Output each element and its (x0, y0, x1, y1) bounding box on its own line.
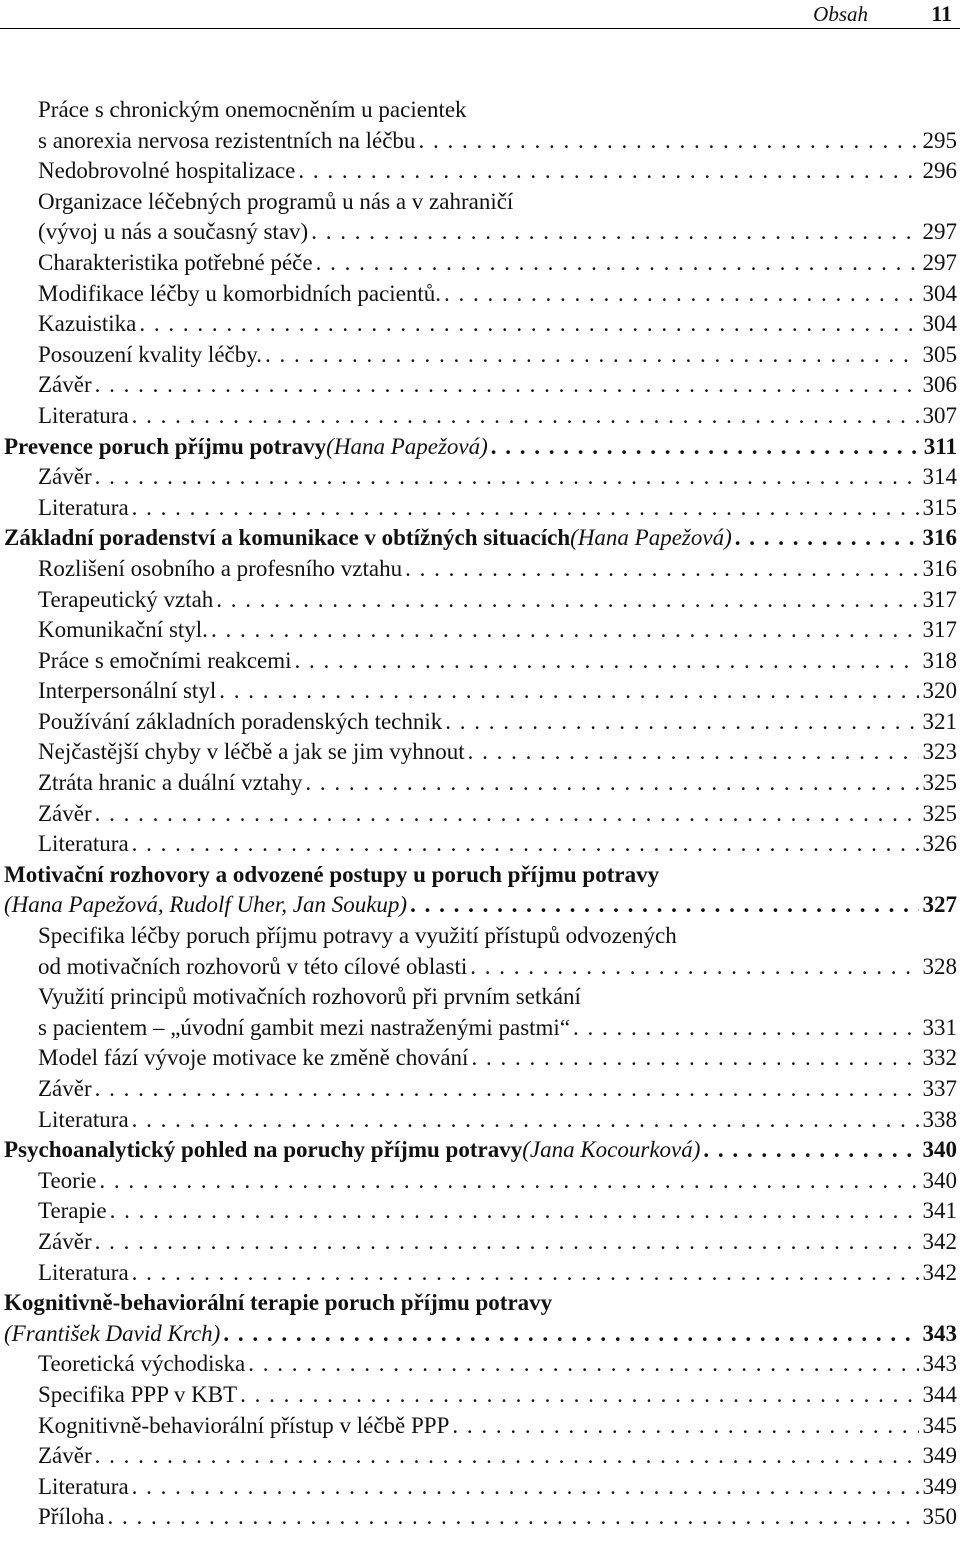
toc-entry-title: Rozlišení osobního a profesního vztahu (38, 555, 403, 581)
toc-entry-title: Modifikace léčby u komorbidních pacientů. (38, 280, 442, 306)
toc-page-number: 321 (922, 708, 957, 734)
toc-section-line (0, 676, 957, 707)
toc-page-number: 307 (922, 402, 957, 428)
toc-section-line (0, 615, 957, 646)
toc-entry-title: Kognitivně-behaviorální přístup v léčbě PPP (38, 1412, 450, 1438)
toc-entry-title: Charakteristika potřebné péče (38, 249, 313, 275)
toc-section-line (0, 646, 957, 677)
page-number: 11 (931, 1, 952, 26)
toc-page-number: 341 (922, 1198, 957, 1224)
toc-section-line (0, 1227, 957, 1258)
toc-section-line (0, 1196, 957, 1227)
toc-entry-title: Teoretická východiska (38, 1351, 246, 1377)
toc-page-number: 318 (922, 647, 957, 673)
toc-section-line (0, 737, 957, 768)
toc-section-line (0, 1380, 957, 1411)
toc-entry-title: (vývoj u nás a současný stav) (38, 219, 309, 245)
toc-page-number: 342 (922, 1259, 957, 1285)
toc-page-number: 316 (922, 555, 957, 581)
table-of-contents (0, 95, 957, 1533)
toc-page-number: 323 (922, 739, 957, 765)
toc-entry-title: Posouzení kvality léčby. (38, 341, 262, 367)
toc-chapter-line (0, 1288, 957, 1319)
toc-page-number: 306 (922, 372, 957, 398)
toc-entry-author: (Hana Papežová, Rudolf Uher, Jan Soukup) (4, 892, 408, 918)
dot-leader (107, 1502, 918, 1533)
toc-section-line (0, 1043, 957, 1074)
toc-section-line (0, 309, 957, 340)
dot-leader (95, 799, 919, 830)
toc-entry-title: Používání základních poradenských technik (38, 708, 443, 734)
dot-leader (95, 1074, 919, 1105)
dot-leader (223, 1319, 918, 1350)
toc-page-number: 317 (922, 586, 957, 612)
toc-entry-title: Literatura (38, 1259, 129, 1285)
toc-entry-title: Specifika PPP v KBT (38, 1381, 238, 1407)
toc-page-number: 337 (922, 1076, 957, 1101)
dot-leader (305, 768, 918, 799)
dot-leader (132, 829, 919, 860)
toc-section-line (0, 1502, 957, 1533)
header-rule (0, 28, 960, 29)
toc-page-number: 297 (922, 219, 957, 245)
toc-entry-title: Literatura (38, 831, 129, 857)
dot-leader (99, 1166, 918, 1197)
toc-entry-title: Literatura (38, 1106, 129, 1132)
toc-entry-title: od motivačních rozhovorů v této cílové oblasti (38, 953, 468, 979)
dot-leader (298, 156, 918, 187)
toc-entry-title: Literatura (38, 402, 129, 428)
toc-page-number: 342 (922, 1228, 957, 1254)
toc-entry-title: Teorie (38, 1167, 97, 1193)
toc-page-number: 295 (922, 127, 957, 153)
toc-section-line (0, 95, 957, 126)
toc-section-line (0, 126, 957, 157)
dot-leader (311, 217, 918, 248)
running-title: Obsah (813, 2, 868, 26)
toc-page-number: 332 (922, 1045, 957, 1071)
toc-entry-author: (František David Krch) (4, 1320, 221, 1346)
toc-section-line (0, 1441, 957, 1472)
dot-leader (240, 1380, 918, 1411)
dot-leader (418, 126, 918, 157)
toc-page-number: 344 (922, 1381, 957, 1407)
toc-section-line (0, 462, 957, 493)
toc-section-line (0, 370, 957, 401)
toc-chapter-line (0, 523, 957, 554)
dot-leader (703, 1135, 918, 1166)
toc-entry-title: Terapie (38, 1198, 107, 1224)
dot-leader (139, 309, 918, 340)
toc-section-line (0, 768, 957, 799)
toc-page-number: 349 (922, 1443, 957, 1469)
dot-leader (110, 1196, 919, 1227)
toc-entry-title: Motivační rozhovory a odvozené postupy u poruch příjmu potravy (4, 861, 660, 887)
dot-leader (216, 585, 918, 616)
dot-leader (265, 340, 919, 371)
dot-leader (316, 248, 919, 279)
dot-leader (132, 493, 919, 524)
toc-section-line (0, 340, 957, 371)
toc-section-line (0, 707, 957, 738)
toc-page-number: 325 (922, 770, 957, 796)
toc-section-line (0, 1472, 957, 1503)
toc-chapter-line (0, 890, 957, 921)
toc-entry-title: Nejčastější chyby v léčbě a jak se jim vyhnout (38, 739, 465, 765)
dot-leader (132, 401, 919, 432)
toc-page-number: 340 (922, 1167, 957, 1193)
toc-section-line (0, 493, 957, 524)
dot-leader (95, 462, 919, 493)
toc-section-line (0, 401, 957, 432)
toc-chapter-line (0, 1135, 957, 1166)
dot-leader (470, 952, 918, 983)
toc-section-line (0, 217, 957, 248)
dot-leader (410, 890, 918, 921)
toc-page-number: 345 (922, 1412, 957, 1438)
toc-section-line (0, 1166, 957, 1197)
toc-entry-title: Specifika léčby poruch příjmu potravy a využití přístupů odvozených (38, 923, 677, 949)
toc-entry-author: (Jana Kocourková) (522, 1137, 701, 1163)
toc-entry-title: Model fází vývoje motivace ke změně chování (38, 1045, 469, 1071)
toc-entry-title: Nedobrovolné hospitalizace (38, 158, 296, 184)
toc-entry-title: Psychoanalytický pohled na poruchy příjmu potravy (4, 1137, 523, 1163)
toc-entry-title: Terapeutický vztah (38, 586, 214, 612)
toc-section-line (0, 1258, 957, 1289)
dot-leader (95, 1441, 919, 1472)
toc-entry-title: Ztráta hranic a duální vztahy (38, 770, 303, 796)
toc-section-line (0, 799, 957, 830)
toc-entry-title: Závěr (38, 1076, 92, 1101)
toc-entry-title: s anorexia nervosa rezistentních na léčbu (38, 127, 416, 153)
toc-section-line (0, 921, 957, 952)
toc-page-number: 349 (922, 1473, 957, 1499)
toc-section-line (0, 156, 957, 187)
dot-leader (471, 1043, 918, 1074)
toc-chapter-line (0, 1319, 957, 1350)
toc-page-number: 304 (922, 280, 957, 306)
toc-section-line (0, 1013, 957, 1044)
toc-section-line (0, 1349, 957, 1380)
toc-page-number: 314 (922, 464, 957, 490)
toc-page-number: 317 (922, 617, 957, 643)
toc-section-line (0, 952, 957, 983)
toc-page-number: 327 (922, 892, 957, 918)
toc-entry-title: Příloha (38, 1504, 105, 1530)
toc-entry-title: Prevence poruch příjmu potravy (4, 433, 327, 459)
dot-leader (132, 1105, 919, 1136)
toc-page-number: 315 (922, 494, 957, 520)
toc-entry-author: (Hana Papežová) (570, 525, 732, 551)
toc-section-line (0, 585, 957, 616)
toc-page-number: 304 (922, 311, 957, 337)
toc-section-line (0, 1105, 957, 1136)
toc-entry-title: Práce s chronickým onemocněním u pacientek (38, 97, 467, 122)
toc-section-line (0, 829, 957, 860)
toc-section-line (0, 279, 957, 310)
toc-entry-title: Interpersonální styl (38, 678, 217, 704)
toc-chapter-line (0, 432, 957, 463)
dot-leader (295, 646, 919, 677)
toc-entry-title: Závěr (38, 464, 92, 490)
dot-leader (211, 615, 919, 646)
toc-page-number: 350 (922, 1504, 957, 1530)
dot-leader (468, 737, 919, 768)
toc-page-number: 326 (922, 831, 957, 857)
dot-leader (248, 1349, 918, 1380)
toc-entry-title: Závěr (38, 800, 92, 826)
toc-section-line (0, 1074, 957, 1105)
page-header (0, 0, 960, 30)
dot-leader (132, 1258, 919, 1289)
dot-leader (132, 1472, 919, 1503)
toc-page-number: 343 (922, 1351, 957, 1377)
toc-entry-title: Závěr (38, 1228, 92, 1254)
toc-page-number: 311 (923, 433, 957, 459)
toc-entry-title: Závěr (38, 372, 92, 398)
dot-leader (219, 676, 918, 707)
toc-section-line (0, 187, 957, 218)
toc-entry-title: Kognitivně-behaviorální terapie poruch příjmu potravy (4, 1290, 553, 1316)
toc-entry-author: (Hana Papežová) (326, 433, 488, 459)
toc-page-number: 338 (922, 1106, 957, 1132)
toc-entry-title: Literatura (38, 494, 129, 520)
toc-page-number: 320 (922, 678, 957, 704)
dot-leader (491, 432, 920, 463)
dot-leader (405, 554, 918, 585)
toc-page-number: 343 (922, 1320, 957, 1346)
dot-leader (452, 1411, 918, 1442)
toc-entry-title: s pacientem – „úvodní gambit mezi nastraženými pastmi“ (38, 1014, 571, 1040)
dot-leader (444, 279, 918, 310)
toc-chapter-line (0, 860, 957, 891)
toc-section-line (0, 248, 957, 279)
toc-entry-title: Kazuistika (38, 311, 137, 337)
toc-page-number: 325 (922, 800, 957, 826)
dot-leader (573, 1013, 918, 1044)
toc-entry-title: Organizace léčebných programů u nás a v zahraničí (38, 188, 514, 214)
dot-leader (95, 370, 919, 401)
toc-page-number: 340 (922, 1137, 957, 1163)
toc-page-number: 297 (922, 249, 957, 275)
toc-page-number: 305 (922, 341, 957, 367)
toc-entry-title: Literatura (38, 1473, 129, 1499)
toc-page-number: 331 (922, 1014, 957, 1040)
toc-page-number: 296 (922, 158, 957, 184)
toc-entry-title: Komunikační styl. (38, 617, 208, 643)
toc-page-number: 328 (922, 953, 957, 979)
toc-section-line (0, 1411, 957, 1442)
toc-entry-title: Závěr (38, 1443, 92, 1469)
toc-section-line (0, 554, 957, 585)
dot-leader (95, 1227, 919, 1258)
toc-entry-title: Využití principů motivačních rozhovorů při prvním setkání (38, 984, 581, 1010)
toc-entry-title: Práce s emočními reakcemi (38, 647, 292, 673)
toc-page-number: 316 (922, 525, 957, 551)
toc-section-line (0, 982, 957, 1013)
dot-leader (735, 523, 919, 554)
toc-entry-title: Základní poradenství a komunikace v obtížných situacích (4, 525, 571, 551)
dot-leader (445, 707, 918, 738)
